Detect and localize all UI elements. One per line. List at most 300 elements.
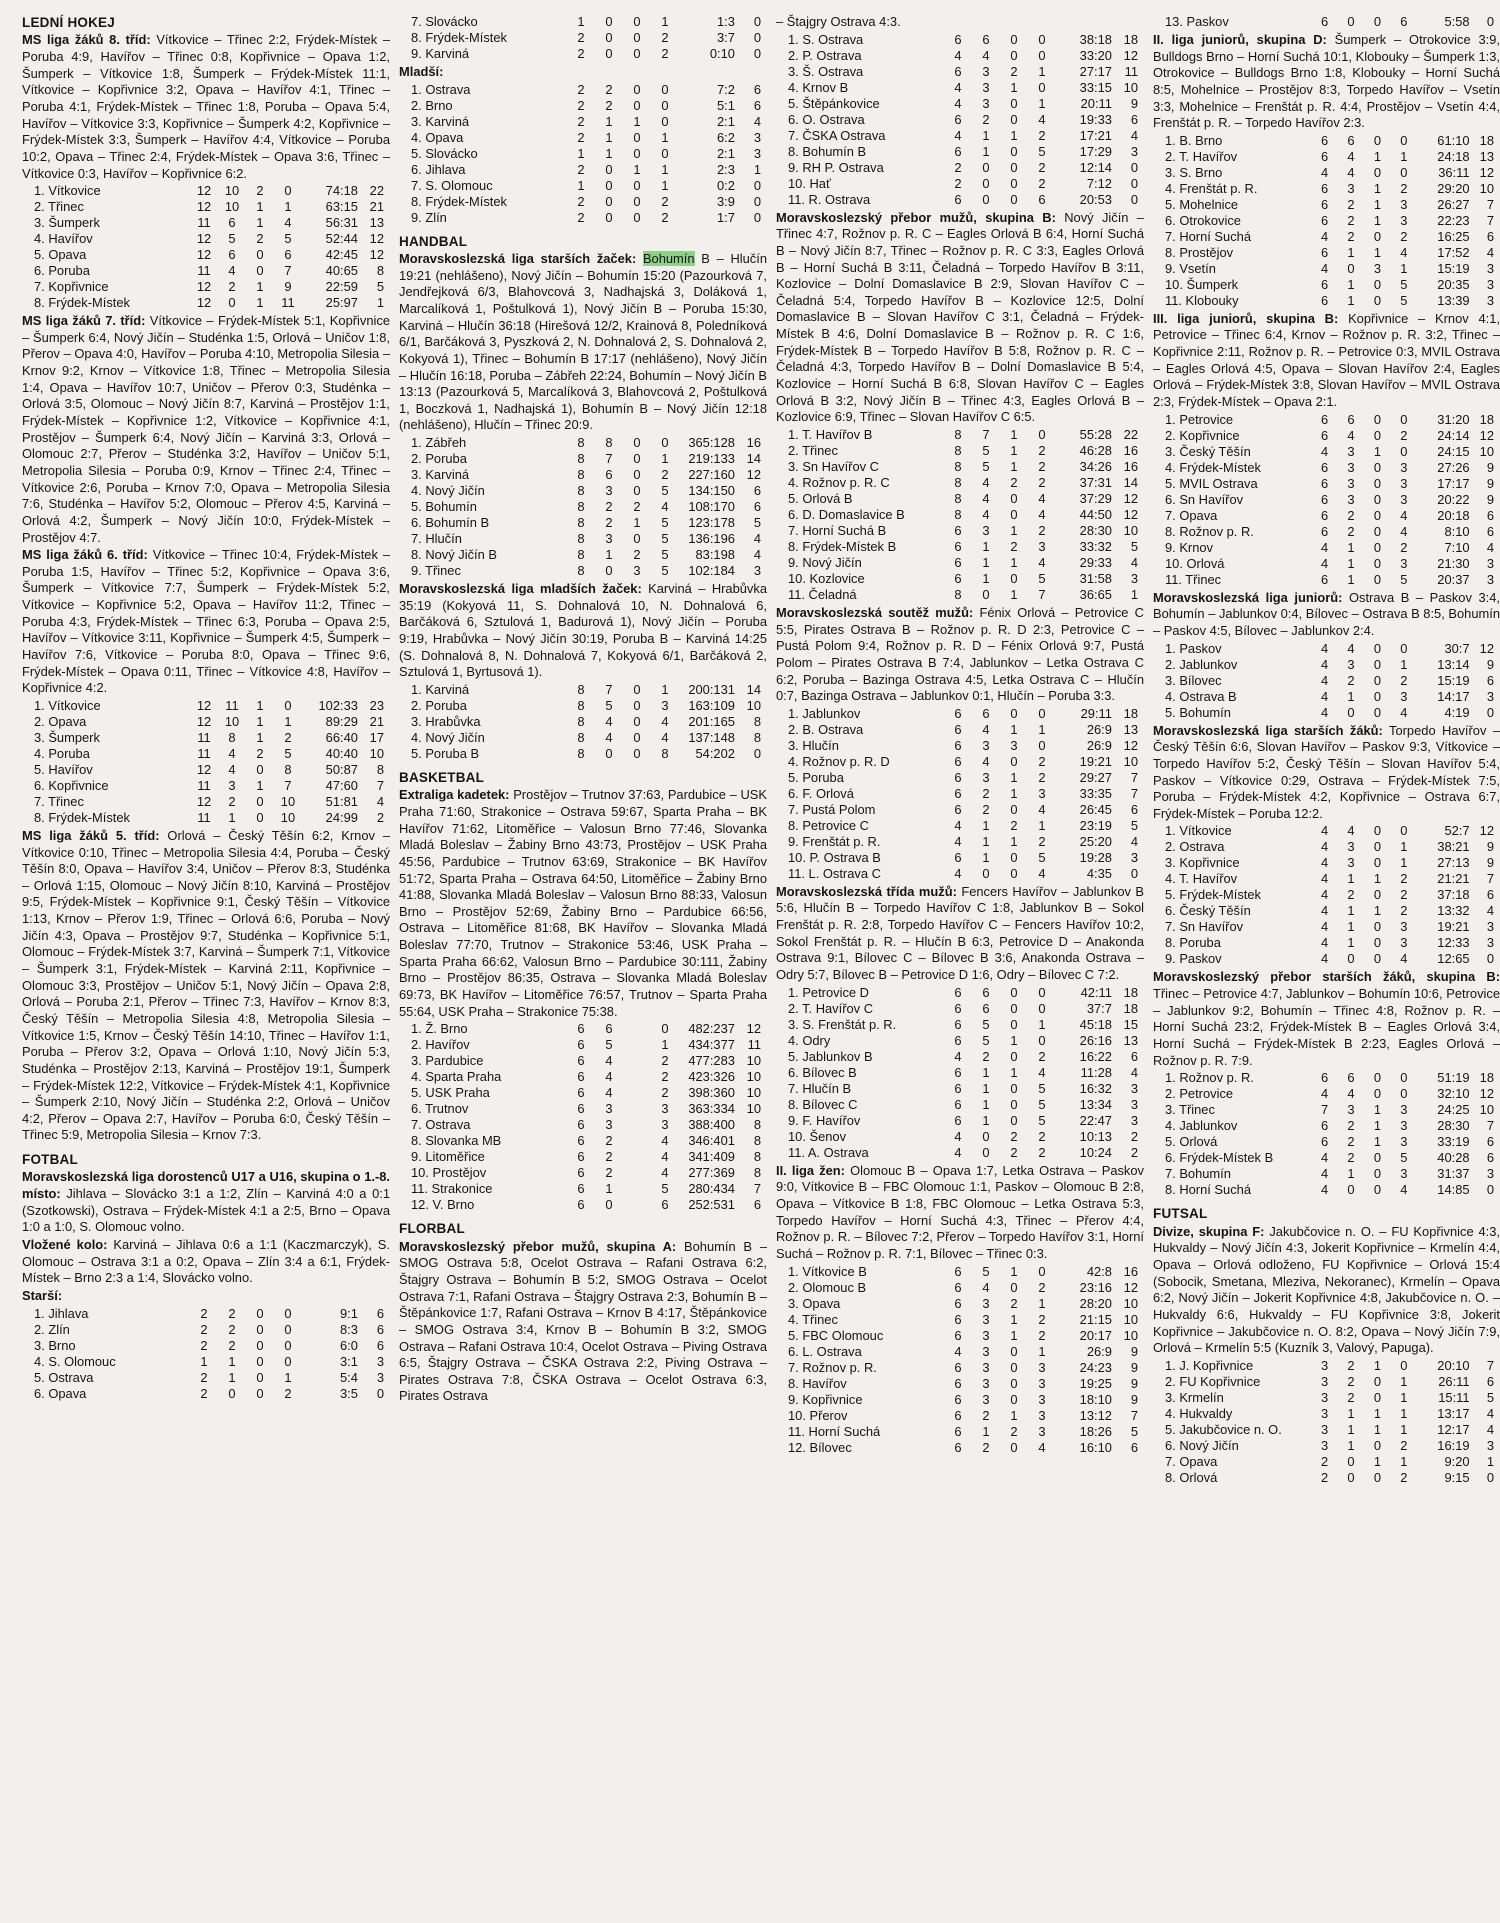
results-paragraph bbox=[22, 1169, 390, 1236]
points: 2 bbox=[1130, 1128, 1138, 1144]
score: 26:9 bbox=[1086, 737, 1112, 753]
games: 6 bbox=[577, 1021, 585, 1037]
score: 9:1 bbox=[340, 1305, 358, 1321]
losses: 6 bbox=[1400, 14, 1408, 29]
score: 17:17 bbox=[1437, 475, 1470, 491]
wins: 4 bbox=[982, 474, 990, 490]
games: 6 bbox=[954, 63, 962, 79]
score: 20:22 bbox=[1437, 491, 1470, 507]
points: 9 bbox=[1130, 1391, 1138, 1407]
points: 6 bbox=[753, 483, 761, 499]
points: 0 bbox=[753, 14, 761, 29]
standings-table bbox=[399, 435, 767, 579]
standings-row bbox=[22, 778, 390, 794]
draws: 0 bbox=[1373, 1437, 1381, 1453]
games: 2 bbox=[954, 159, 962, 175]
wins: 6 bbox=[982, 984, 990, 1000]
score: 7:12 bbox=[1086, 175, 1112, 191]
score: 42:11 bbox=[1080, 984, 1112, 1000]
score: 22:23 bbox=[1437, 212, 1470, 228]
standings-row bbox=[776, 1129, 1144, 1145]
standings-row bbox=[399, 714, 767, 730]
standings-row bbox=[776, 64, 1144, 80]
losses: 4 bbox=[1038, 801, 1046, 817]
score: 19:21 bbox=[1437, 919, 1470, 935]
score: 388:400 bbox=[688, 1117, 735, 1133]
standings-row bbox=[399, 515, 767, 531]
score: 33:32 bbox=[1079, 538, 1112, 554]
standings-row bbox=[399, 1053, 767, 1069]
losses: 5 bbox=[661, 483, 669, 499]
points: 4 bbox=[1130, 833, 1138, 849]
standings-row bbox=[776, 1097, 1144, 1113]
losses: 0 bbox=[284, 183, 292, 199]
standings-row bbox=[399, 194, 767, 210]
standings-row bbox=[776, 128, 1144, 144]
games: 8 bbox=[954, 506, 962, 522]
games: 4 bbox=[1321, 656, 1329, 672]
draws: 0 bbox=[1373, 672, 1381, 688]
wins: 0 bbox=[982, 191, 990, 207]
games: 4 bbox=[1321, 919, 1329, 935]
score: 24:15 bbox=[1437, 443, 1470, 459]
score: 21:15 bbox=[1079, 1311, 1112, 1327]
points: 21 bbox=[369, 713, 384, 729]
points: 9 bbox=[1130, 1375, 1138, 1391]
score: 33:20 bbox=[1079, 47, 1112, 63]
wins: 0 bbox=[605, 563, 613, 579]
losses: 3 bbox=[1400, 1102, 1408, 1118]
competition-title: Moravskoslezská liga juniorů: bbox=[1153, 589, 1343, 605]
wins: 2 bbox=[1347, 1134, 1355, 1150]
losses: 0 bbox=[661, 435, 669, 451]
draws: 0 bbox=[1373, 839, 1381, 855]
wins: 6 bbox=[228, 247, 236, 263]
score: 17:29 bbox=[1079, 143, 1112, 159]
score: 102:33 bbox=[318, 697, 358, 713]
losses: 2 bbox=[1038, 1279, 1046, 1295]
score: 27:26 bbox=[1437, 459, 1470, 475]
score: 25:20 bbox=[1079, 833, 1112, 849]
team-name: 5. Havířov bbox=[34, 761, 93, 777]
losses: 3 bbox=[1038, 1423, 1046, 1439]
draws: 1 bbox=[1010, 1263, 1018, 1279]
draws bbox=[623, 1101, 651, 1117]
draws: 0 bbox=[1373, 292, 1381, 308]
points: 10 bbox=[1123, 1295, 1138, 1311]
wins: 2 bbox=[605, 1165, 613, 1181]
games: 8 bbox=[577, 563, 585, 579]
results-text: Jakubčovice n. O. – FU Kopřivnice 4:3, Hukvaldy – Nový Jičín 4:3, Jokerit Kopřivnice – Krmelín 4:4, Opava – Orlová odloženo, FU Kopřivnice – Orlová 15:4 (Sobocik, Smetana, Mleziva, Nekoranec), Krmelín – Opava 6:2, Nový Jičín – Jokerit Kopřivnice 4:8, Jakubčovice n. O. – Hukvaldy 6:6, Hukvaldy – FU Kopřivnice 3:8, Jokerit Kopřivnice – Jakubčovice n. O. 8:2, Opava – Nový Jičín 7:9, Orlová – Krmelín 5:5 (Kuzník 3, Valový, Papuga). bbox=[1153, 1223, 1500, 1356]
games: 4 bbox=[1321, 871, 1329, 887]
draws: 2 bbox=[1010, 817, 1018, 833]
losses: 3 bbox=[661, 1101, 669, 1117]
draws: 0 bbox=[1010, 1048, 1018, 1064]
games: 4 bbox=[1321, 887, 1329, 903]
standings-row bbox=[776, 1392, 1144, 1408]
draws: 0 bbox=[633, 177, 641, 193]
losses: 6 bbox=[284, 247, 292, 263]
competition-title: Moravskoslezská liga dorostenců U17 a U16, skupina o 1.-8. místo: bbox=[22, 1169, 390, 1202]
score: 12:14 bbox=[1079, 159, 1112, 175]
draws: 0 bbox=[1010, 1375, 1018, 1391]
standings-row bbox=[776, 555, 1144, 571]
results-text: Karviná – Hrabůvka 35:19 (Kokyová 11, S. Dohnalová 10, N. Dohnalová 6, Barčáková 6, Sztulová 1, Badurová 1), Nový Jičín – Poruba 9:19, Hrabůvka – Nový Jičín 30:19, Poruba B – Karviná 14:25 (S. Dohnalová 8, N. Dohnalová 7, Kokyová 6/1, Barčáková 2, Sztulová 1, Byrtusová 1). bbox=[399, 581, 767, 680]
score: 24:23 bbox=[1079, 1359, 1112, 1375]
losses: 0 bbox=[284, 1305, 292, 1321]
results-text: Vítkovice – Frýdek-Místek 5:1, Kopřivnice – Šumperk 6:4, Nový Jičín – Studénka 1:5, Orlová – Uničov 1:8, Přerov – Opava 4:0, Havířov – Poruba 4:10, Metropolia Silesia – Krnov 9:2, Krnov – Vítkovice 1:8, Třinec – Metropolia Silesia 1:4, Opava – Havířov 10:7, Uničov – Přerov 0:3, Studénka – Orlová 3:5, Olomouc – Nový Jičín 8:7, Karviná – Prostějov 1:1, Frýdek-Místek – Kopřivnice 1:2, Vítkovice – Kopřivnice 4:1, Prostějov – Šumperk 6:4, Nový Jičín – Karviná 3:3, Orlová – Olomouc 2:7, Přerov – Studénka 3:2, Havířov – Uničov 5:1, Metropolia Silesia – Poruba 0:9, Krnov – Třinec 2:4, Třinec – Vítkovice 2:6, Poruba – Krnov 7:0, Opava – Metropolia Silesia 7:6, Studénka – Havířov 5:2, Olomouc – Přerov 4:5, Karviná – Orlová 4:2, Šumperk – Nový Jičín 10:0, Frýdek-Místek – Prostějov 4:7. bbox=[22, 313, 390, 545]
games: 6 bbox=[954, 538, 962, 554]
losses: 5 bbox=[661, 1181, 669, 1197]
points: 9 bbox=[1130, 1343, 1138, 1359]
points: 0 bbox=[1130, 191, 1138, 207]
standings-table bbox=[399, 682, 767, 762]
standings-row bbox=[776, 706, 1144, 722]
points: 4 bbox=[1486, 244, 1494, 260]
games: 4 bbox=[954, 865, 962, 881]
wins: 1 bbox=[982, 1423, 990, 1439]
wins: 0 bbox=[982, 586, 990, 602]
games: 6 bbox=[954, 753, 962, 769]
standings-row bbox=[1153, 951, 1500, 967]
standings-table bbox=[1153, 1070, 1500, 1198]
losses: 11 bbox=[281, 295, 295, 311]
losses: 5 bbox=[1038, 849, 1046, 865]
games: 6 bbox=[954, 1080, 962, 1096]
team-name: 7. Kopřivnice bbox=[34, 279, 109, 295]
wins: 0 bbox=[1347, 1182, 1355, 1198]
points: 10 bbox=[746, 1085, 761, 1101]
draws: 1 bbox=[1010, 127, 1018, 143]
games: 6 bbox=[1321, 196, 1329, 212]
draws: 2 bbox=[1010, 1295, 1018, 1311]
score: 102:184 bbox=[688, 563, 735, 579]
score: 1:3 bbox=[717, 14, 735, 29]
losses: 0 bbox=[1038, 426, 1046, 442]
losses: 10 bbox=[280, 809, 296, 825]
score: 3:9 bbox=[717, 193, 735, 209]
draws: 0 bbox=[1373, 1166, 1381, 1182]
draws: 0 bbox=[1010, 1359, 1018, 1375]
losses: 0 bbox=[284, 1337, 292, 1353]
team-name: 5. Jakubčovice n. O. bbox=[1165, 1421, 1282, 1437]
losses: 5 bbox=[1038, 1112, 1046, 1128]
score: 6:2 bbox=[717, 129, 735, 145]
wins: 1 bbox=[982, 538, 990, 554]
score: 136:196 bbox=[688, 531, 735, 547]
games: 6 bbox=[954, 1295, 962, 1311]
losses: 3 bbox=[1038, 785, 1046, 801]
games: 3 bbox=[1321, 1405, 1329, 1421]
points: 3 bbox=[1486, 688, 1494, 704]
team-name: 4. S. Olomouc bbox=[34, 1353, 116, 1369]
team-name: 11. R. Ostrava bbox=[788, 191, 871, 207]
games: 8 bbox=[954, 426, 962, 442]
points: 5 bbox=[1486, 1389, 1494, 1405]
team-name: 3. Karviná bbox=[411, 467, 470, 483]
games: 4 bbox=[1321, 704, 1329, 720]
score: 20:53 bbox=[1079, 191, 1112, 207]
team-name: 7. Hlučín B bbox=[788, 1080, 852, 1096]
standings-row bbox=[399, 746, 767, 762]
points: 1 bbox=[753, 161, 761, 177]
standings-row bbox=[399, 1181, 767, 1197]
score: 27:13 bbox=[1437, 855, 1470, 871]
wins: 0 bbox=[605, 14, 613, 29]
points: 16 bbox=[1123, 458, 1138, 474]
losses: 7 bbox=[1038, 586, 1046, 602]
standings-table bbox=[776, 427, 1144, 603]
competition-title: III. liga juniorů, skupina B: bbox=[1153, 310, 1339, 326]
standings-table bbox=[399, 14, 767, 62]
team-name: 12. Bílovec bbox=[788, 1439, 852, 1455]
points: 6 bbox=[1486, 1150, 1494, 1166]
results-paragraph bbox=[22, 1237, 390, 1287]
draws: 0 bbox=[633, 467, 641, 483]
score: 2:3 bbox=[717, 161, 735, 177]
losses: 4 bbox=[661, 713, 669, 729]
wins: 3 bbox=[982, 1311, 990, 1327]
team-name: 9. Třinec bbox=[411, 563, 461, 579]
standings-row bbox=[22, 794, 390, 810]
wins: 3 bbox=[982, 1391, 990, 1407]
games: 6 bbox=[577, 1181, 585, 1197]
team-name: 6. Trutnov bbox=[411, 1101, 469, 1117]
wins: 2 bbox=[228, 1305, 236, 1321]
losses: 1 bbox=[661, 14, 669, 29]
draws: 0 bbox=[1373, 228, 1381, 244]
draws: 0 bbox=[1373, 887, 1381, 903]
results-paragraph bbox=[1153, 311, 1500, 411]
games: 12 bbox=[196, 793, 212, 809]
draws: 1 bbox=[1373, 903, 1381, 919]
standings-row bbox=[776, 587, 1144, 603]
wins: 4 bbox=[605, 1053, 613, 1069]
draws: 1 bbox=[1373, 1357, 1381, 1373]
draws: 1 bbox=[1373, 443, 1381, 459]
score: 14:85 bbox=[1437, 1182, 1470, 1198]
competition-title: Moravskoslezská liga starších žaček: bbox=[399, 251, 637, 267]
draws: 0 bbox=[633, 129, 641, 145]
games: 6 bbox=[954, 1359, 962, 1375]
points: 3 bbox=[1130, 1096, 1138, 1112]
team-name: 4. Rožnov p. R. D bbox=[788, 753, 890, 769]
wins: 4 bbox=[982, 47, 990, 63]
standings-row bbox=[399, 14, 767, 30]
games: 6 bbox=[954, 111, 962, 127]
games: 2 bbox=[577, 193, 585, 209]
draws bbox=[623, 1069, 651, 1085]
games: 12 bbox=[196, 761, 212, 777]
wins: 3 bbox=[982, 737, 990, 753]
team-name: 1. Vítkovice bbox=[34, 697, 101, 713]
standings-row bbox=[22, 1370, 390, 1386]
losses: 0 bbox=[1400, 443, 1408, 459]
wins: 1 bbox=[982, 1096, 990, 1112]
wins: 1 bbox=[1347, 1166, 1355, 1182]
games: 4 bbox=[1321, 839, 1329, 855]
team-name: 1. Petrovice D bbox=[788, 984, 869, 1000]
points: 13 bbox=[369, 215, 384, 231]
losses: 2 bbox=[1400, 1437, 1408, 1453]
section-heading: HANDBAL bbox=[399, 233, 468, 249]
games: 4 bbox=[954, 127, 962, 143]
losses: 3 bbox=[1400, 491, 1408, 507]
draws: 0 bbox=[1373, 411, 1381, 427]
score: 29:33 bbox=[1079, 554, 1112, 570]
losses: 1 bbox=[284, 1369, 292, 1385]
losses: 1 bbox=[661, 451, 669, 467]
draws: 0 bbox=[633, 81, 641, 97]
games: 8 bbox=[577, 713, 585, 729]
standings-row bbox=[776, 818, 1144, 834]
games: 6 bbox=[954, 570, 962, 586]
standings-row bbox=[1153, 524, 1500, 540]
draws: 0 bbox=[1373, 539, 1381, 555]
points: 0 bbox=[753, 177, 761, 193]
score: 31:20 bbox=[1437, 411, 1470, 427]
results-text: Karviná – Jihlava 0:6 a 1:1 (Kaczmarczyk), S. Olomouc – Ostrava 3:1 a 0:2, Opava – Zlín 3:4 a 6:1, Frýdek-Místek – Brno 2:3 a 1:4, Slovácko volno. bbox=[22, 1237, 390, 1286]
draws: 0 bbox=[256, 761, 264, 777]
points: 6 bbox=[1130, 111, 1138, 127]
points: 12 bbox=[746, 1021, 761, 1037]
games: 4 bbox=[954, 79, 962, 95]
losses: 2 bbox=[661, 30, 669, 45]
wins: 3 bbox=[1347, 180, 1355, 196]
draws: 0 bbox=[633, 697, 641, 713]
team-name: 5. Jablunkov B bbox=[788, 1048, 873, 1064]
standings-row bbox=[776, 523, 1144, 539]
section-heading: FLORBAL bbox=[399, 1221, 465, 1237]
losses: 2 bbox=[1038, 159, 1046, 175]
results-text: Kopřivnice – Krnov 4:1, Petrovice – Třinec 6:4, Krnov – Rožnov p. R. 3:2, Třinec – Kopřivnice 2:11, Rožnov p. R. – Petrovice 0:3, MVIL Ostrava – Eagles Orlová 4:5, Opava – Slovan Havířov 2:4, Eagles Orlová – Frýdek-Místek 3:8, Slovan Havířov – MVIL Ostrava 2:3, Frýdek-Místek – Opava 2:1. bbox=[1153, 310, 1500, 410]
wins: 1 bbox=[982, 1064, 990, 1080]
wins: 1 bbox=[982, 817, 990, 833]
standings-table bbox=[399, 1021, 767, 1213]
team-name: 4. Frýdek-Místek bbox=[1165, 459, 1261, 475]
losses: 1 bbox=[661, 1037, 669, 1053]
wins: 0 bbox=[228, 1385, 236, 1401]
games: 6 bbox=[954, 1112, 962, 1128]
standings-table bbox=[22, 698, 390, 826]
standings-row bbox=[22, 247, 390, 263]
standings-row bbox=[399, 563, 767, 579]
score: 12:65 bbox=[1437, 951, 1470, 967]
points: 12 bbox=[1123, 490, 1138, 506]
results-text: Jihlava – Slovácko 3:1 a 1:2, Zlín – Karviná 4:0 a 0:1 (Szotkowski), Ostrava – Frýdek-Místek 4:1 a 2:5, Brno – Opava 1:0 a 1:0, S. Olomouc volno. bbox=[22, 1186, 390, 1235]
games: 6 bbox=[954, 1000, 962, 1016]
wins: 1 bbox=[982, 849, 990, 865]
draws: 0 bbox=[1010, 175, 1018, 191]
draws: 0 bbox=[256, 809, 264, 825]
draws: 3 bbox=[633, 563, 641, 579]
team-name: 7. Třinec bbox=[34, 793, 84, 809]
standings-row bbox=[776, 1440, 1144, 1456]
standings-row bbox=[1153, 1454, 1500, 1470]
team-name: 4. Sparta Praha bbox=[411, 1069, 502, 1085]
team-name: 2. Zlín bbox=[34, 1321, 70, 1337]
standings-row bbox=[776, 1280, 1144, 1296]
standings-row bbox=[399, 451, 767, 467]
points: 8 bbox=[753, 729, 761, 745]
points: 9 bbox=[1486, 656, 1494, 672]
score: 4:35 bbox=[1086, 865, 1112, 881]
wins: 0 bbox=[605, 1197, 613, 1213]
competition-title: MS liga žáků 7. tříd: bbox=[22, 313, 146, 329]
losses: 1 bbox=[1400, 1421, 1408, 1437]
team-name: 1. Ostrava bbox=[411, 81, 471, 97]
draws: 1 bbox=[1010, 442, 1018, 458]
standings-row bbox=[776, 459, 1144, 475]
draws: 0 bbox=[1373, 164, 1381, 180]
losses: 2 bbox=[1400, 427, 1408, 443]
wins: 2 bbox=[605, 81, 613, 97]
standings-row bbox=[399, 30, 767, 46]
losses: 1 bbox=[1400, 1453, 1408, 1469]
points: 15 bbox=[1123, 1016, 1138, 1032]
wins: 4 bbox=[228, 745, 236, 761]
standings-row bbox=[776, 1081, 1144, 1097]
score: 108:170 bbox=[688, 499, 735, 515]
games: 6 bbox=[577, 1133, 585, 1149]
standings-row bbox=[22, 295, 390, 311]
results-text: Prostějov – Trutnov 37:63, Pardubice – USK Praha 71:60, Strakonice – Ostrava 59:67, Sparta Praha – BK Havířov 71:62, Litoměřice – Valosun Brno 77:46, Slovanka Mladá Boleslav – Žabiny Brno 43:73, Prostějov – USK Praha 45:56, Pardubice – Trutnov 63:69, Strakonice – BK Havířov 51:72, Sparta Praha – Ostrava 64:50, Litoměřice – Žabiny Brno 41:88, Slovanka Mladá Boleslav – Valosun Brno 88:33, Valosun Brno – Prostějov 52:69, Žabiny Brno – Pardubice 66:56, Ostrava – Litoměřice 81:68, BK Havířov – Slovanka Mladá Boleslav 77:70, Trutnov – Strakonice 53:46, USK Praha – Sparta Praha 66:62, Valosun Brno – Pardubice 30:111, Žabiny Brno – Prostějov 86:35, Ostrava – Slovanka Mladá Boleslav 69:73, BK Havířov – Litoměřice 76:57, Trutnov – Sparta Praha 55:64, USK Praha – Strakonice 75:38. bbox=[399, 787, 767, 1019]
losses: 2 bbox=[661, 193, 669, 209]
standings-row bbox=[22, 810, 390, 826]
losses: 5 bbox=[1400, 276, 1408, 292]
games: 4 bbox=[1321, 903, 1329, 919]
games: 4 bbox=[1321, 443, 1329, 459]
losses: 2 bbox=[1038, 175, 1046, 191]
score: 29:11 bbox=[1080, 705, 1112, 721]
losses: 0 bbox=[1038, 1263, 1046, 1279]
team-name: 4. Krnov B bbox=[788, 79, 849, 95]
standings-row bbox=[776, 475, 1144, 491]
standings-row bbox=[1153, 476, 1500, 492]
draws: 0 bbox=[633, 145, 641, 161]
losses: 3 bbox=[661, 1117, 669, 1133]
draws: 0 bbox=[256, 247, 264, 263]
competition-title: Moravskoslezská liga starších žáků: bbox=[1153, 722, 1383, 738]
draws: 0 bbox=[1373, 459, 1381, 475]
losses: 4 bbox=[1038, 1439, 1046, 1455]
losses: 0 bbox=[1038, 1032, 1046, 1048]
games: 6 bbox=[577, 1053, 585, 1069]
points: 14 bbox=[746, 451, 761, 467]
losses: 3 bbox=[1038, 1407, 1046, 1423]
team-name: 5. Štěpánkovice bbox=[788, 95, 880, 111]
team-name: 3. Opava bbox=[788, 1295, 841, 1311]
draws: 0 bbox=[1010, 95, 1018, 111]
points: 2 bbox=[1130, 1144, 1138, 1160]
games: 8 bbox=[577, 483, 585, 499]
games: 4 bbox=[954, 1144, 962, 1160]
score: 398:360 bbox=[688, 1085, 735, 1101]
highlighted-text: Bohumín bbox=[642, 251, 695, 267]
draws: 0 bbox=[1010, 143, 1018, 159]
score: 44:50 bbox=[1079, 506, 1112, 522]
draws bbox=[623, 1181, 651, 1197]
wins: 3 bbox=[605, 531, 613, 547]
wins: 2 bbox=[605, 1149, 613, 1165]
points: 6 bbox=[1130, 1439, 1138, 1455]
standings-table bbox=[22, 1306, 390, 1402]
score: 19:21 bbox=[1079, 753, 1112, 769]
wins: 1 bbox=[1347, 935, 1355, 951]
score: 24:99 bbox=[325, 809, 358, 825]
standings-row bbox=[776, 1065, 1144, 1081]
draws bbox=[623, 1133, 651, 1149]
